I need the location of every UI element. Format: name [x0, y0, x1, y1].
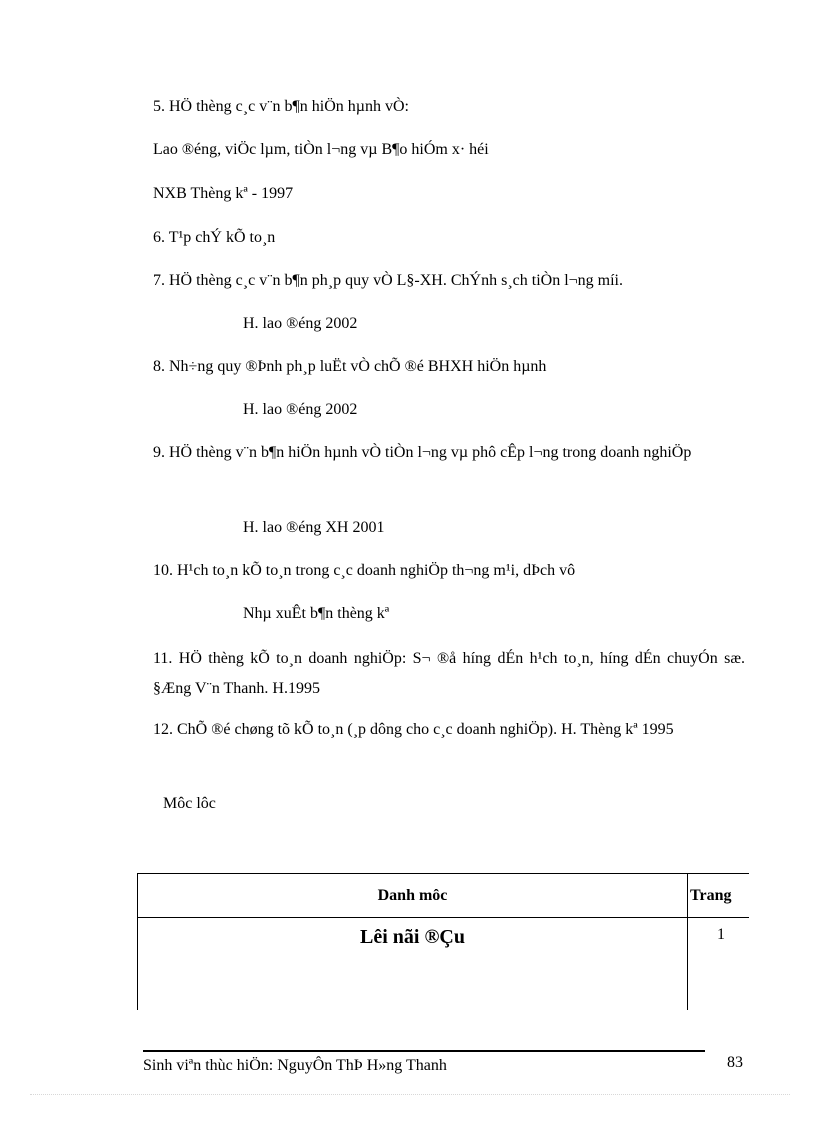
page-edge-divider — [30, 1094, 790, 1095]
reference-9-publisher: H. lao ®éng XH 2001 — [243, 519, 385, 536]
toc-title: Môc lôc — [163, 795, 216, 812]
table-row — [138, 918, 750, 1011]
reference-5-line-2: Lao ®éng, viÖc lµm, tiÒn l¬ng vµ B¶o hiÓm x· héi — [153, 141, 489, 158]
reference-11: 11. HÖ thèng kÕ to¸n doanh nghiÖp: S¬ ®å híng dÉn h¹ch to¸n, híng dÉn chuyÓn sæ. §Æng V¨n Thanh. H.1995 — [153, 650, 745, 697]
reference-7: 7. HÖ thèng c¸c v¨n b¶n ph¸p quy vÒ L§-XH. ChÝnh s¸ch tiÒn l¬ng míi. — [153, 272, 623, 289]
toc-entry-name: Lêi nãi ®Çu — [138, 918, 688, 1011]
reference-6: 6. T¹p chÝ kÕ to¸n — [153, 229, 276, 246]
toc-table-container — [137, 873, 749, 1010]
toc-header-row — [138, 874, 750, 918]
reference-5: 5. HÖ thèng c¸c v¨n b¶n hiÖn hµnh vÒ: — [153, 98, 409, 115]
reference-9: 9. HÖ thèng v¨n b¶n hiÖn hµnh vÒ tiÒn l¬ng vµ phô cÊp l¬ng trong doanh nghiÖp — [153, 444, 692, 461]
toc-entry-page: 1 — [688, 918, 750, 1011]
reference-12: 12. ChÕ ®é chøng tõ kÕ to¸n (¸p dông cho c¸c doanh nghiÖp). H. Thèng kª 1995 — [153, 721, 674, 738]
toc-header-name: Danh môc — [138, 874, 688, 918]
footer-author: Sinh viªn thùc hiÖn: NguyÔn ThÞ H»ng Thanh — [143, 1057, 447, 1074]
toc-header-page: Trang — [688, 874, 750, 918]
page-number: 83 — [727, 1054, 743, 1071]
footer-divider — [143, 1050, 705, 1052]
reference-8-publisher: H. lao ®éng 2002 — [243, 401, 358, 418]
reference-10: 10. H¹ch to¸n kÕ to¸n trong c¸c doanh nghiÖp th¬ng m¹i, dÞch vô — [153, 562, 576, 579]
reference-5-publisher: NXB Thèng kª - 1997 — [153, 185, 294, 202]
reference-10-publisher: Nhµ xuÊt b¶n thèng kª — [243, 605, 390, 622]
reference-8: 8. Nh÷ng quy ®Þnh ph¸p luËt vÒ chÕ ®é BHXH hiÖn hµnh — [153, 358, 547, 375]
reference-7-publisher: H. lao ®éng 2002 — [243, 315, 358, 332]
toc-table — [137, 873, 749, 1010]
